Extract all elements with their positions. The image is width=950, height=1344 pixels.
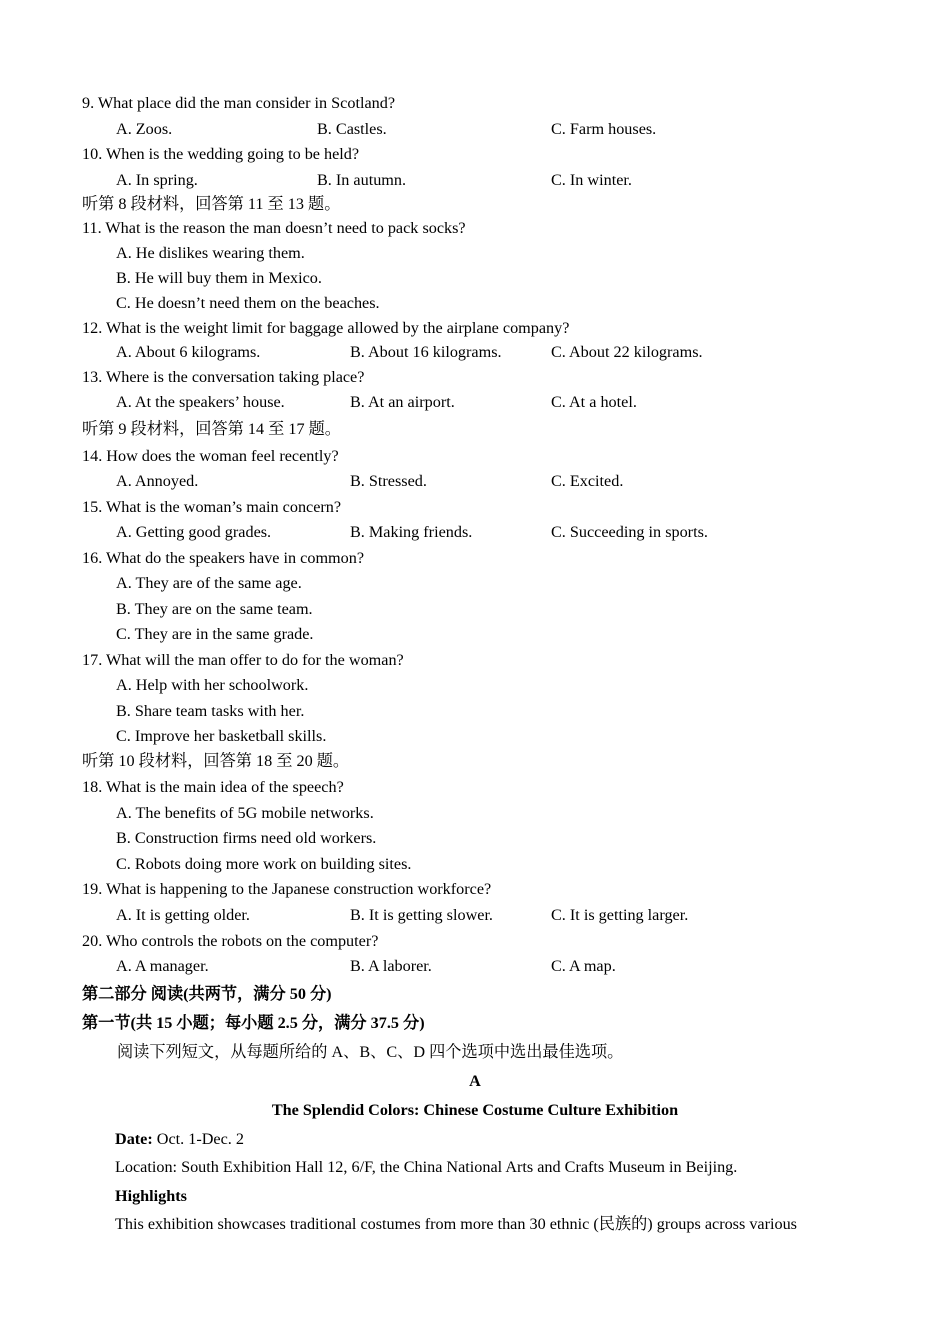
reading-instruction: 阅读下列短文，从每题所给的 A、B、C、D 四个选项中选出最佳选项。: [117, 1043, 624, 1061]
option-11a: A. He dislikes wearing them.: [116, 244, 305, 262]
option-20a: A. A manager.: [116, 957, 209, 975]
option-9a: A. Zoos.: [116, 120, 173, 138]
section-10-instruction: 听第 10 段材料，回答第 18 至 20 题。: [82, 752, 350, 770]
option-19a: A. It is getting older.: [116, 906, 250, 924]
passage-body: This exhibition showcases traditional costumes from more than 30 ethnic (民族的) groups across various: [115, 1215, 797, 1233]
question-18: 18. What is the main idea of the speech?: [82, 778, 344, 796]
option-17b: B. Share team tasks with her.: [116, 702, 305, 720]
option-16a: A. They are of the same age.: [116, 574, 302, 592]
option-13a: A. At the speakers’ house.: [116, 393, 285, 411]
option-19c: C. It is getting larger.: [551, 906, 689, 924]
option-11c: C. He doesn’t need them on the beaches.: [116, 294, 380, 312]
question-16: 16. What do the speakers have in common?: [82, 549, 365, 567]
option-18a: A. The benefits of 5G mobile networks.: [116, 804, 374, 822]
option-16b: B. They are on the same team.: [116, 600, 313, 618]
question-19: 19. What is happening to the Japanese construction workforce?: [82, 880, 492, 898]
date-label: Date:: [115, 1130, 153, 1148]
date-line: [115, 1131, 875, 1147]
option-12a: A. About 6 kilograms.: [116, 343, 261, 361]
option-10a: A. In spring.: [116, 171, 198, 189]
option-15a: A. Getting good grades.: [116, 523, 272, 541]
option-14a: A. Annoyed.: [116, 472, 199, 490]
option-17a: A. Help with her schoolwork.: [116, 676, 309, 694]
option-14c: C. Excited.: [551, 472, 624, 490]
question-13: 13. Where is the conversation taking place?: [82, 368, 365, 386]
passage-title: The Splendid Colors: Chinese Costume Culture Exhibition: [271, 1101, 679, 1119]
option-13c: C. At a hotel.: [551, 393, 637, 411]
highlights-heading: Highlights: [115, 1187, 187, 1205]
option-19b: B. It is getting slower.: [350, 906, 493, 924]
option-15b: B. Making friends.: [350, 523, 473, 541]
question-11: 11. What is the reason the man doesn’t need to pack socks?: [82, 219, 466, 237]
option-11b: B. He will buy them in Mexico.: [116, 269, 322, 287]
option-13b: B. At an airport.: [350, 393, 455, 411]
section-8-instruction: 听第 8 段材料，回答第 11 至 13 题。: [82, 195, 341, 213]
location-line: Location: South Exhibition Hall 12, 6/F, the China National Arts and Crafts Museum in Beijing.: [115, 1158, 738, 1176]
question-17: 17. What will the man offer to do for the woman?: [82, 651, 404, 669]
question-20: 20. Who controls the robots on the computer?: [82, 932, 379, 950]
option-12c: C. About 22 kilograms.: [551, 343, 703, 361]
part-2-heading: 第二部分 阅读(共两节，满分 50 分): [82, 985, 332, 1003]
section-9-instruction: 听第 9 段材料，回答第 14 至 17 题。: [82, 420, 341, 438]
option-10c: C. In winter.: [551, 171, 632, 189]
option-20c: C. A map.: [551, 957, 616, 975]
question-15: 15. What is the woman’s main concern?: [82, 498, 342, 516]
section-1-heading: 第一节(共 15 小题；每小题 2.5 分，满分 37.5 分): [82, 1014, 425, 1032]
option-14b: B. Stressed.: [350, 472, 427, 490]
option-12b: B. About 16 kilograms.: [350, 343, 502, 361]
question-14: 14. How does the woman feel recently?: [82, 447, 339, 465]
option-10b: B. In autumn.: [317, 171, 407, 189]
option-20b: B. A laborer.: [350, 957, 432, 975]
option-15c: C. Succeeding in sports.: [551, 523, 708, 541]
option-9b: B. Castles.: [317, 120, 387, 138]
question-10: 10. When is the wedding going to be held?: [82, 145, 360, 163]
option-16c: C. They are in the same grade.: [116, 625, 314, 643]
option-17c: C. Improve her basketball skills.: [116, 727, 327, 745]
option-18c: C. Robots doing more work on building sites.: [116, 855, 412, 873]
passage-letter: A: [469, 1072, 481, 1090]
question-9: 9. What place did the man consider in Scotland?: [82, 94, 396, 112]
date-value: Oct. 1-Dec. 2: [152, 1130, 244, 1148]
option-9c: C. Farm houses.: [551, 120, 657, 138]
question-12: 12. What is the weight limit for baggage allowed by the airplane company?: [82, 319, 570, 337]
option-18b: B. Construction firms need old workers.: [116, 829, 377, 847]
